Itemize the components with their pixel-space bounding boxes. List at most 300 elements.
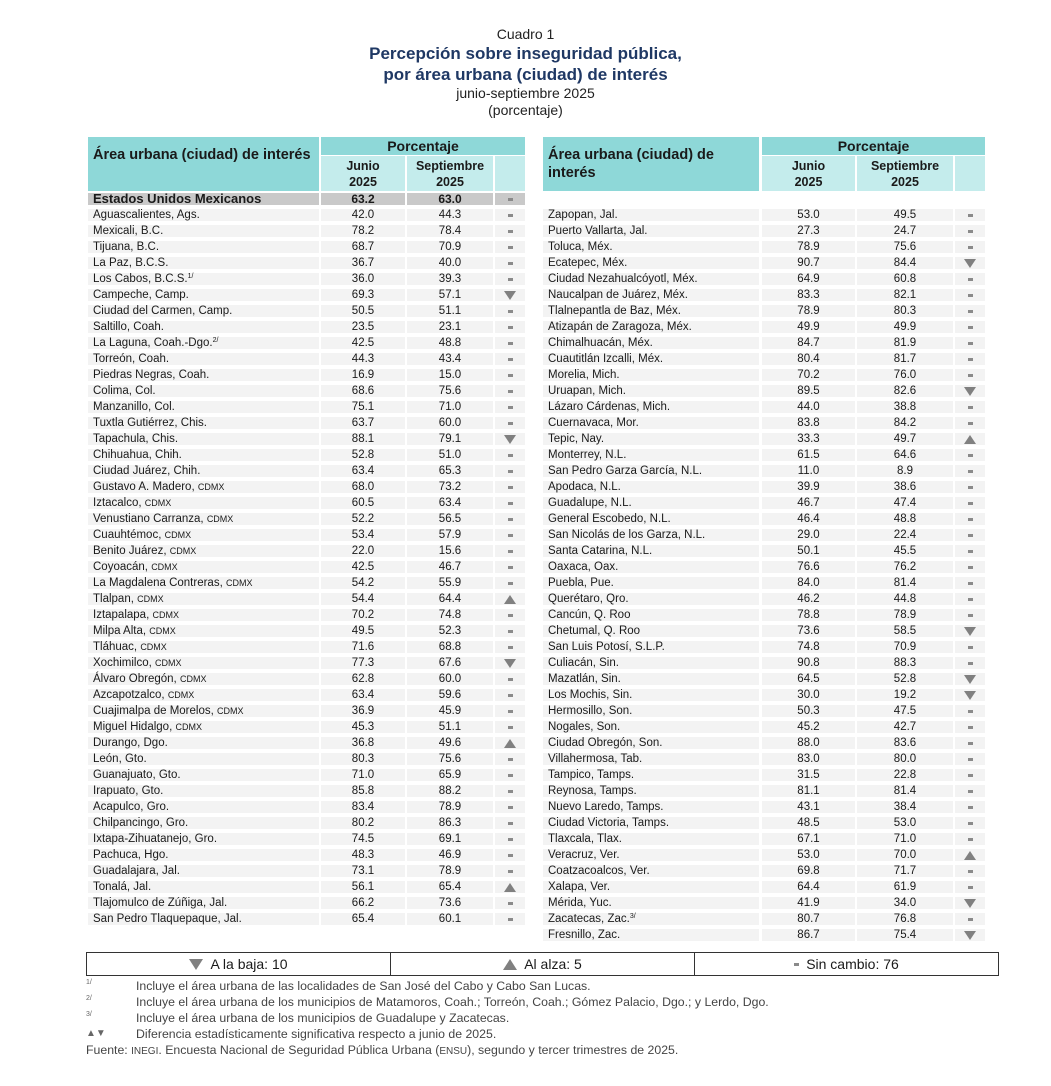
city-name: [543, 273, 759, 285]
city-name-text: Aguascalientes, Ags.: [93, 209, 200, 221]
table-row: [88, 223, 525, 239]
june-value: 77.3: [321, 657, 405, 669]
september-value: 83.6: [857, 737, 953, 749]
city-name: [543, 561, 759, 573]
change-indicator: [955, 433, 985, 445]
cdmx-tag: CDMX: [179, 674, 207, 684]
june-value: 84.0: [762, 577, 855, 589]
city-name: [543, 737, 759, 749]
table-row: [543, 575, 985, 591]
equal-dash-icon: [508, 694, 513, 697]
cdmx-tag: CDMX: [152, 610, 179, 620]
table-row: [543, 303, 985, 319]
change-indicator: [955, 481, 985, 493]
city-name-text: Tlaxcala, Tlax.: [548, 833, 622, 845]
september-month: Septiembre: [415, 159, 485, 173]
september-value: 44.3: [407, 209, 493, 221]
september-value: 52.8: [857, 673, 953, 685]
table-unit: (porcentaje): [488, 102, 563, 118]
june-value: 23.5: [321, 321, 405, 333]
table-row: [543, 783, 985, 799]
area-column-header: Área urbana (ciudad) de interés: [543, 137, 759, 191]
june-value: 84.7: [762, 337, 855, 349]
city-name-text: Tlalpan,: [93, 593, 134, 605]
cdmx-tag: CDMX: [149, 626, 176, 636]
city-name: [543, 433, 759, 445]
equal-dash-icon: [968, 454, 973, 457]
city-name: [88, 545, 319, 557]
city-name: [88, 801, 319, 813]
equal-dash-icon: [508, 278, 513, 281]
city-name: [88, 769, 319, 781]
city-name-text: Milpa Alta,: [93, 625, 147, 637]
table-row: [88, 655, 525, 671]
equal-dash-icon: [968, 278, 973, 281]
september-value: 60.1: [407, 913, 493, 925]
equal-dash-icon: [508, 726, 513, 729]
footnote: [86, 994, 986, 1010]
june-value: 68.0: [321, 481, 405, 493]
change-indicator: [955, 657, 985, 669]
equal-dash-icon: [508, 342, 513, 345]
equal-dash-icon: [508, 358, 513, 361]
change-indicator: [495, 241, 525, 253]
september-value: 51.0: [407, 449, 493, 461]
equal-dash-icon: [508, 390, 513, 393]
city-name-text: Uruapan, Mich.: [548, 385, 626, 397]
june-value: 69.8: [762, 865, 855, 877]
city-name-text: Colima, Col.: [93, 385, 156, 397]
june-value: 46.7: [762, 497, 855, 509]
down-triangle-icon: [964, 691, 976, 700]
june-value: 45.3: [321, 721, 405, 733]
indicator-column-header: [495, 156, 525, 191]
september-value: 52.3: [407, 625, 493, 637]
june-value: 88.1: [321, 433, 405, 445]
change-indicator: [955, 577, 985, 589]
september-value: 74.8: [407, 609, 493, 621]
change-indicator: [495, 481, 525, 493]
table-row: [88, 463, 525, 479]
equal-dash-icon: [508, 870, 513, 873]
table-row: [88, 415, 525, 431]
change-indicator: [955, 673, 985, 685]
equal-dash-icon: [968, 870, 973, 873]
change-indicator: [495, 289, 525, 301]
equal-dash-icon: [968, 358, 973, 361]
equal-dash-icon: [968, 502, 973, 505]
city-name-text: Querétaro, Qro.: [548, 593, 629, 605]
june-value: 54.4: [321, 593, 405, 605]
table-row: [543, 799, 985, 815]
city-name: [88, 833, 319, 845]
city-name: [543, 625, 759, 637]
equal-dash-icon: [968, 246, 973, 249]
change-indicator: [955, 337, 985, 349]
table-row: [88, 575, 525, 591]
equal-dash-icon: [508, 406, 513, 409]
city-name-text: Irapuato, Gto.: [93, 785, 164, 797]
city-name-text: Durango, Dgo.: [93, 737, 168, 749]
june-value: 41.9: [762, 897, 855, 909]
june-value: 86.7: [762, 929, 855, 941]
footnote: [86, 978, 986, 994]
city-name: [88, 481, 319, 493]
september-value: 39.3: [407, 273, 493, 285]
city-name: [88, 625, 319, 637]
city-name: [543, 705, 759, 717]
left-table-body: [88, 191, 525, 927]
june-value: 69.3: [321, 289, 405, 301]
september-value: 64.4: [407, 593, 493, 605]
table-row: [543, 463, 985, 479]
change-indicator: [495, 913, 525, 925]
city-name-text: Culiacán, Sin.: [548, 657, 619, 669]
footnote-mark: 1/: [86, 979, 92, 986]
september-value: 63.0: [407, 193, 493, 205]
equal-dash-icon: [968, 582, 973, 585]
table-row: [88, 623, 525, 639]
change-indicator: [955, 753, 985, 765]
june-value: 50.1: [762, 545, 855, 557]
september-value: 55.9: [407, 577, 493, 589]
september-value: 22.4: [857, 529, 953, 541]
change-indicator: [495, 337, 525, 349]
change-indicator: [495, 417, 525, 429]
city-name: [88, 913, 319, 925]
table-row: [88, 703, 525, 719]
down-triangle-icon: [189, 959, 203, 970]
legend-up: [390, 953, 694, 975]
june-month: Junio: [346, 159, 380, 173]
equal-dash-icon: [508, 470, 513, 473]
city-name-text: General Escobedo, N.L.: [548, 513, 671, 525]
city-name-text: Cuernavaca, Mor.: [548, 417, 639, 429]
city-name: [88, 641, 319, 653]
city-name-text: La Laguna, Coah.-Dgo.: [93, 337, 213, 349]
city-name-text: Oaxaca, Oax.: [548, 561, 619, 573]
city-name-text: La Paz, B.C.S.: [93, 257, 169, 269]
city-name-text: Nogales, Son.: [548, 721, 621, 733]
june-value: 52.8: [321, 449, 405, 461]
september-value: 68.8: [407, 641, 493, 653]
september-value: 86.3: [407, 817, 493, 829]
june-value: 22.0: [321, 545, 405, 557]
footnote-mark: 3/: [86, 1011, 92, 1018]
equal-dash-icon: [968, 550, 973, 553]
city-name: [543, 417, 759, 429]
change-indicator: [955, 513, 985, 525]
footnote: [86, 1026, 986, 1042]
change-indicator: [955, 209, 985, 221]
table-row: [543, 687, 985, 703]
equal-dash-icon: [794, 963, 799, 966]
down-triangle-icon: [964, 931, 976, 940]
change-indicator: [955, 737, 985, 749]
change-indicator: [495, 833, 525, 845]
september-value: 60.0: [407, 673, 493, 685]
city-name-text: Chilpancingo, Gro.: [93, 817, 189, 829]
september-value: 73.6: [407, 897, 493, 909]
june-value: 46.4: [762, 513, 855, 525]
footnote-ref: 3/: [629, 913, 636, 920]
change-indicator: [955, 369, 985, 381]
equal-dash-icon: [508, 262, 513, 265]
city-name: [543, 753, 759, 765]
equal-dash-icon: [968, 598, 973, 601]
city-name: [88, 689, 319, 701]
down-triangle-icon: [964, 899, 976, 908]
september-value: 59.6: [407, 689, 493, 701]
right-table-head: [543, 137, 985, 191]
june-value: 62.8: [321, 673, 405, 685]
change-indicator: [495, 609, 525, 621]
city-name-text: León, Gto.: [93, 753, 147, 765]
city-name: [88, 321, 319, 333]
equal-dash-icon: [968, 758, 973, 761]
june-column-header: [321, 156, 405, 191]
june-value: 42.5: [321, 337, 405, 349]
city-name-text: Tampico, Tamps.: [548, 769, 635, 781]
table-row: [543, 447, 985, 463]
table-header: [0, 26, 1051, 119]
june-value: 44.0: [762, 401, 855, 413]
city-name-text: Atizapán de Zaragoza, Méx.: [548, 321, 692, 333]
june-value: 53.0: [762, 209, 855, 221]
september-value: 78.4: [407, 225, 493, 237]
left-table: [88, 137, 525, 927]
down-triangle-icon: [964, 387, 976, 396]
table-row: [543, 511, 985, 527]
september-value: 80.3: [857, 305, 953, 317]
change-indicator: [955, 401, 985, 413]
september-value: 45.5: [857, 545, 953, 557]
june-value: 71.0: [321, 769, 405, 781]
city-name-text: Veracruz, Ver.: [548, 849, 620, 861]
city-name-text: Gustavo A. Madero,: [93, 481, 195, 493]
change-indicator: [495, 561, 525, 573]
city-name: [88, 657, 319, 669]
equal-dash-icon: [508, 614, 513, 617]
change-indicator: [955, 321, 985, 333]
june-value: 61.5: [762, 449, 855, 461]
june-value: 80.2: [321, 817, 405, 829]
june-value: 64.5: [762, 673, 855, 685]
city-name: [543, 833, 759, 845]
footnote: [86, 1010, 986, 1026]
september-value: 48.8: [857, 513, 953, 525]
september-value: 38.6: [857, 481, 953, 493]
june-value: 78.9: [762, 305, 855, 317]
equal-dash-icon: [508, 710, 513, 713]
down-triangle-icon: [964, 675, 976, 684]
equal-dash-icon: [968, 614, 973, 617]
city-name-text: San Pedro Garza García, N.L.: [548, 465, 703, 477]
city-name: [88, 513, 319, 525]
equal-dash-icon: [508, 902, 513, 905]
city-name-text: Zapopan, Jal.: [548, 209, 618, 221]
september-value: 75.6: [857, 241, 953, 253]
june-value: 50.5: [321, 305, 405, 317]
equal-dash-icon: [508, 822, 513, 825]
change-indicator: [495, 465, 525, 477]
september-value: 61.9: [857, 881, 953, 893]
footnotes: [86, 978, 986, 1058]
city-name-text: Tonalá, Jal.: [93, 881, 152, 893]
september-month: Septiembre: [870, 159, 940, 173]
up-triangle-icon: [504, 739, 516, 748]
equal-dash-icon: [968, 806, 973, 809]
september-value: 71.0: [407, 401, 493, 413]
up-triangle-icon: [964, 435, 976, 444]
table-row: [88, 559, 525, 575]
city-name: [543, 721, 759, 733]
down-triangle-icon: [504, 435, 516, 444]
change-indicator: [495, 865, 525, 877]
equal-dash-icon: [508, 518, 513, 521]
table-row: [543, 591, 985, 607]
table-row: [88, 447, 525, 463]
city-name: [88, 193, 319, 205]
september-value: 51.1: [407, 721, 493, 733]
city-name-text: Tijuana, B.C.: [93, 241, 160, 253]
up-triangle-icon: [503, 959, 517, 970]
change-indicator: [495, 641, 525, 653]
city-name-text: Azcapotzalco,: [93, 689, 165, 701]
september-value: 53.0: [857, 817, 953, 829]
change-indicator: [955, 241, 985, 253]
change-indicator: [495, 321, 525, 333]
change-indicator: [955, 849, 985, 861]
city-name-text: Toluca, Méx.: [548, 241, 613, 253]
city-name-text: Miguel Hidalgo,: [93, 721, 173, 733]
change-indicator: [955, 881, 985, 893]
legend-up-label: Al alza: 5: [524, 956, 582, 972]
change-indicator: [495, 689, 525, 701]
equal-dash-icon: [968, 326, 973, 329]
september-value: 58.5: [857, 625, 953, 637]
change-indicator: [955, 785, 985, 797]
city-name-text: Saltillo, Coah.: [93, 321, 164, 333]
september-year: 2025: [891, 175, 919, 189]
city-name-text: Tlalnepantla de Baz, Méx.: [548, 305, 681, 317]
equal-dash-icon: [508, 678, 513, 681]
table-row: [543, 831, 985, 847]
june-value: 33.3: [762, 433, 855, 445]
legend-same-label: Sin cambio: 76: [806, 956, 899, 972]
equal-dash-icon: [508, 246, 513, 249]
september-value: 49.9: [857, 321, 953, 333]
city-name-text: Mazatlán, Sin.: [548, 673, 621, 685]
table-row: [543, 847, 985, 863]
september-value: 46.9: [407, 849, 493, 861]
city-name: [543, 529, 759, 541]
june-value: 80.4: [762, 353, 855, 365]
june-value: 67.1: [762, 833, 855, 845]
equal-dash-icon: [508, 758, 513, 761]
city-name: [88, 593, 319, 605]
city-name-text: Fresnillo, Zac.: [548, 929, 621, 941]
city-name: [88, 577, 319, 589]
change-indicator: [495, 721, 525, 733]
june-value: 63.4: [321, 689, 405, 701]
city-name: [88, 289, 319, 301]
change-indicator: [955, 865, 985, 877]
september-value: 76.2: [857, 561, 953, 573]
september-value: 78.9: [407, 865, 493, 877]
june-value: 52.2: [321, 513, 405, 525]
table-row: [88, 735, 525, 751]
footnote-ref: 2/: [212, 337, 219, 344]
equal-dash-icon: [508, 230, 513, 233]
september-value: 75.6: [407, 753, 493, 765]
change-indicator: [495, 801, 525, 813]
september-value: 51.1: [407, 305, 493, 317]
table-row: [88, 319, 525, 335]
footnote-text: Incluye el área urbana de los municipios de Matamoros, Coah.; Torreón, Coah.; Gómez Palacio, Dgo.; y Lerdo, Dgo.: [136, 995, 769, 1009]
change-indicator: [955, 801, 985, 813]
percent-column-header: Porcentaje: [762, 137, 985, 155]
equal-dash-icon: [508, 790, 513, 793]
june-value: 80.7: [762, 913, 855, 925]
june-value: 43.1: [762, 801, 855, 813]
september-value: 40.0: [407, 257, 493, 269]
city-name-text: Estados Unidos Mexicanos: [93, 191, 262, 206]
city-name: [88, 257, 319, 269]
june-value: 78.2: [321, 225, 405, 237]
september-value: 8.9: [857, 465, 953, 477]
change-indicator: [955, 929, 985, 941]
september-value: 76.8: [857, 913, 953, 925]
change-indicator: [955, 385, 985, 397]
city-name: [88, 753, 319, 765]
june-value: 31.5: [762, 769, 855, 781]
september-value: 42.7: [857, 721, 953, 733]
equal-dash-icon: [508, 566, 513, 569]
city-name: [543, 801, 759, 813]
city-name-text: Puebla, Pue.: [548, 577, 614, 589]
city-name: [88, 385, 319, 397]
june-value: 53.0: [762, 849, 855, 861]
june-value: 71.6: [321, 641, 405, 653]
spacer-row: [543, 191, 985, 207]
cdmx-tag: CDMX: [137, 594, 164, 604]
city-name-text: Iztapalapa,: [93, 609, 150, 621]
table-row: [543, 639, 985, 655]
table-row: [543, 607, 985, 623]
city-name-text: Apodaca, N.L.: [548, 481, 621, 493]
change-indicator: [495, 737, 525, 749]
june-value: 64.9: [762, 273, 855, 285]
cdmx-tag: CDMX: [155, 658, 182, 668]
table-row: [88, 271, 525, 287]
city-name-text: Guadalupe, N.L.: [548, 497, 632, 509]
september-value: 22.8: [857, 769, 953, 781]
june-value: 90.8: [762, 657, 855, 669]
change-indicator: [955, 609, 985, 621]
september-value: 82.1: [857, 289, 953, 301]
table-row: [88, 911, 525, 927]
june-value: 44.3: [321, 353, 405, 365]
city-name: [88, 353, 319, 365]
city-name: [543, 449, 759, 461]
june-value: 42.0: [321, 209, 405, 221]
equal-dash-icon: [968, 310, 973, 313]
change-indicator: [955, 721, 985, 733]
change-indicator: [495, 785, 525, 797]
september-value: 70.9: [407, 241, 493, 253]
city-name: [88, 401, 319, 413]
